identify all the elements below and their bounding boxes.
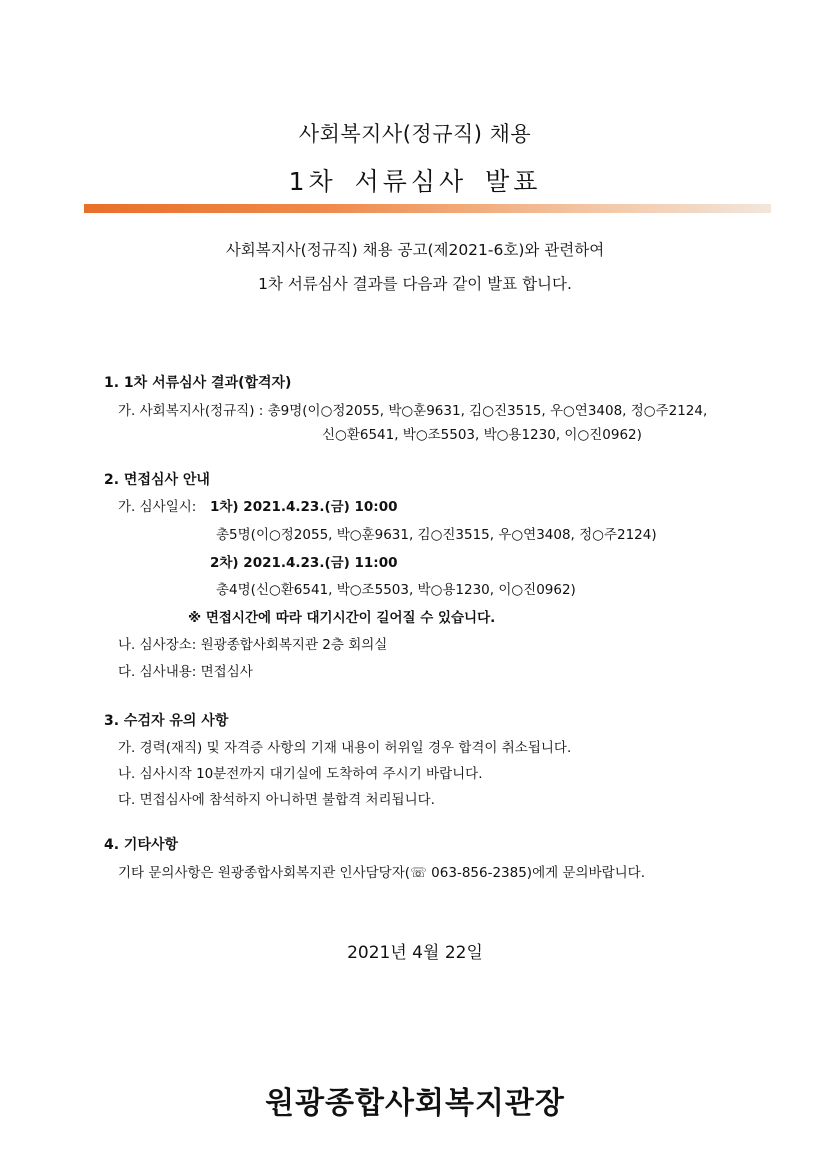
announcement-date: 2021년 4월 22일 [347,943,483,963]
section3-heading: 3. 수검자 유의 사항 [104,713,229,729]
round2-people: 총4명(신○환6541, 박○조5503, 박○용1230, 이○진0962) [216,582,576,598]
signature: 원광종합사회복지관장 [265,1086,565,1121]
section1-heading: 1. 1차 서류심사 결과(합격자) [104,375,292,391]
section1-item-a-line1: 가. 사회복지사(정규직) : 총9명(이○정2055, 박○훈9631, 김○진3515, 우○연3408, 정○주2124, [118,403,708,419]
title-line-1: 사회복지사(정규직) 채용 [298,122,532,146]
section4-text: 기타 문의사항은 원광종합사회복지관 인사담당자(☏ 063-856-2385)에게 문의바랍니다. [118,865,645,881]
section3-item-c: 다. 면접심사에 참석하지 아니하면 불합격 처리됩니다. [118,792,435,808]
intro-line-1: 사회복지사(정규직) 채용 공고(제2021-6호)와 관련하여 [225,241,605,259]
round1-time: 1차) 2021.4.23.(금) 10:00 [210,499,398,515]
section2-item-a-prefix: 가. 심사일시: [118,499,197,515]
section2-item-c: 다. 심사내용: 면접심사 [118,664,253,680]
round2-time: 2차) 2021.4.23.(금) 11:00 [210,555,398,571]
round1-people: 총5명(이○정2055, 박○훈9631, 김○진3515, 우○연3408, 정○주2124) [216,527,657,543]
section3-item-b: 나. 심사시작 10분전까지 대기실에 도착하여 주시기 바랍니다. [118,766,483,782]
section4-heading: 4. 기타사항 [104,837,179,853]
title-divider [84,204,771,213]
section2-heading: 2. 면접심사 안내 [104,472,210,488]
intro-line-2: 1차 서류심사 결과를 다음과 같이 발표 합니다. [258,275,572,293]
waiting-notice: ※ 면접시간에 따라 대기시간이 길어질 수 있습니다. [188,610,496,626]
section1-item-a-line2: 신○환6541, 박○조5503, 박○용1230, 이○진0962) [322,427,642,443]
section3-item-a: 가. 경력(재직) 및 자격증 사항의 기재 내용이 허위일 경우 합격이 취소됩니다. [118,740,572,756]
title-line-2: 1차 서류심사 발표 [288,167,542,196]
section2-item-b: 나. 심사장소: 원광종합사회복지관 2층 회의실 [118,637,388,653]
